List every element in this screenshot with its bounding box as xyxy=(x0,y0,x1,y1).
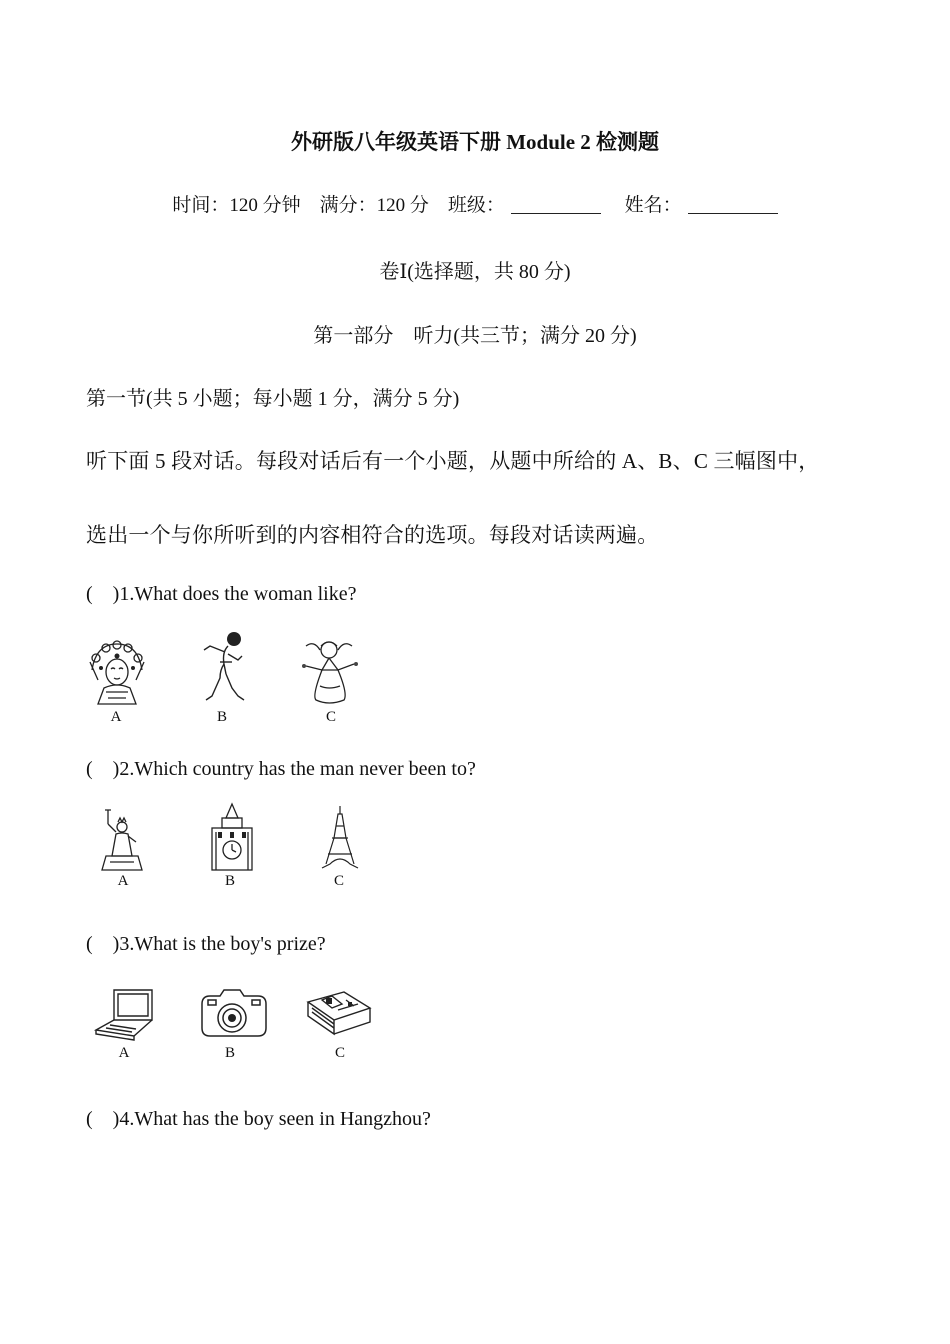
question-4: ( )4.What has the boy seen in Hangzhou? xyxy=(86,1108,431,1130)
exam-meta xyxy=(0,190,950,217)
class-label: 班级： xyxy=(447,195,505,216)
time-label: 时间：120 分钟 xyxy=(172,195,301,216)
camera-image xyxy=(196,984,270,1044)
question-2: ( )2.Which country has the man never been to? xyxy=(86,758,476,780)
option-label: C xyxy=(325,709,336,725)
option-label: B xyxy=(216,709,227,725)
option-label: A xyxy=(118,1045,130,1061)
statue-of-liberty-image xyxy=(96,806,148,872)
option-label: B xyxy=(224,1045,235,1061)
big-ben-image xyxy=(204,802,260,872)
book-image xyxy=(302,986,374,1044)
section-heading: 第一节(共 5 小题；每小题 1 分，满分 5 分) xyxy=(86,388,460,410)
question-3: ( )3.What is the boy's prize? xyxy=(86,933,326,955)
eiffel-tower-image xyxy=(316,804,364,872)
part-heading: 第一部分 听力(共三节；满分 20 分) xyxy=(313,325,637,347)
class-blank[interactable] xyxy=(511,195,601,214)
option-label: C xyxy=(333,873,344,889)
option-label: B xyxy=(224,873,235,889)
option-label: A xyxy=(117,873,129,889)
option-label: C xyxy=(334,1045,345,1061)
score-label: 满分：120 分 xyxy=(319,195,429,216)
volume-heading: 卷Ⅰ(选择题，共 80 分) xyxy=(379,261,571,283)
question-1: ( )1.What does the woman like? xyxy=(86,583,357,605)
name-label: 姓名： xyxy=(624,195,682,216)
instruction-line-1: 听下面 5 段对话。每段对话后有一个小题，从题中所给的 A、B、C 三幅图中， xyxy=(86,449,820,473)
name-blank[interactable] xyxy=(688,195,778,214)
option-label: A xyxy=(110,709,122,725)
dancer-image xyxy=(198,630,252,706)
instruction-line-2: 选出一个与你所听到的内容相符合的选项。每段对话读两遍。 xyxy=(86,523,659,547)
peking-opera-performer-image xyxy=(86,640,148,706)
fairy-girl-image xyxy=(298,636,360,706)
laptop-image xyxy=(92,986,156,1044)
page-title: 外研版八年级英语下册 Module 2 检测题 xyxy=(290,130,660,154)
